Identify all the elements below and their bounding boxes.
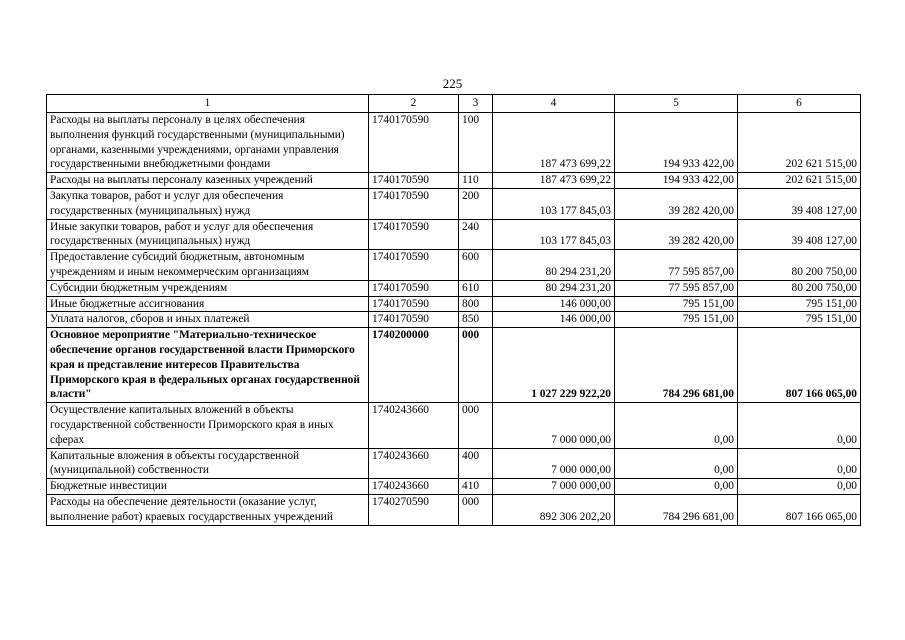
table-row [47,328,861,403]
amount-year1-cell: 80 294 231,20 [493,280,615,296]
expense-type-cell: 600 [459,250,493,281]
expense-name-cell: Уплата налогов, сборов и иных платежей [47,312,369,328]
amount-year1-cell: 80 294 231,20 [493,250,615,281]
amount-year1-cell: 103 177 845,03 [493,219,615,250]
expense-name-cell: Осуществление капитальных вложений в объекты государственной собственности Приморского края в иных сферах [47,403,369,448]
amount-year1-cell: 187 473 699,22 [493,113,615,173]
target-code-cell: 1740170590 [369,173,459,189]
expense-type-cell: 400 [459,448,493,479]
expense-name-cell: Бюджетные инвестиции [47,479,369,495]
amount-year3-cell: 202 621 515,00 [738,173,861,189]
amount-year3-cell: 80 200 750,00 [738,280,861,296]
amount-year1-cell: 7 000 000,00 [493,403,615,448]
amount-year3-cell: 795 151,00 [738,296,861,312]
amount-year2-cell: 194 933 422,00 [615,113,738,173]
column-header: 5 [615,95,738,113]
amount-year2-cell: 0,00 [615,403,738,448]
expense-name-cell: Субсидии бюджетным учреждениям [47,280,369,296]
target-code-cell: 1740170590 [369,280,459,296]
amount-year3-cell: 202 621 515,00 [738,113,861,173]
amount-year2-cell: 77 595 857,00 [615,280,738,296]
table-row [47,250,861,281]
amount-year2-cell: 795 151,00 [615,312,738,328]
target-code-cell: 1740170590 [369,250,459,281]
amount-year1-cell: 103 177 845,03 [493,188,615,219]
table-row [47,448,861,479]
target-code-cell: 1740170590 [369,188,459,219]
amount-year1-cell: 7 000 000,00 [493,448,615,479]
amount-year2-cell: 77 595 857,00 [615,250,738,281]
amount-year1-cell: 146 000,00 [493,312,615,328]
amount-year3-cell: 0,00 [738,479,861,495]
expense-name-cell: Капитальные вложения в объекты государственной (муниципальной) собственности [47,448,369,479]
amount-year2-cell: 39 282 420,00 [615,219,738,250]
expense-type-cell: 410 [459,479,493,495]
amount-year2-cell: 0,00 [615,479,738,495]
page-number: 225 [442,76,463,91]
expense-type-cell: 000 [459,328,493,403]
amount-year3-cell: 39 408 127,00 [738,188,861,219]
expense-type-cell: 610 [459,280,493,296]
target-code-cell: 1740270590 [369,494,459,525]
column-header: 4 [493,95,615,113]
amount-year1-cell: 7 000 000,00 [493,479,615,495]
amount-year2-cell: 784 296 681,00 [615,494,738,525]
expense-type-cell: 850 [459,312,493,328]
column-header: 3 [459,95,493,113]
column-header: 2 [369,95,459,113]
expense-name-cell: Предоставление субсидий бюджетным, автономным учреждениям и иным некоммерческим организациям [47,250,369,281]
expense-name-cell: Расходы на обеспечение деятельности (оказание услуг, выполнение работ) краевых государственных учреждений [47,494,369,525]
target-code-cell: 1740243660 [369,479,459,495]
table-row [47,479,861,495]
expense-type-cell: 000 [459,403,493,448]
table-row [47,494,861,525]
amount-year1-cell: 1 027 229 922,20 [493,328,615,403]
amount-year2-cell: 194 933 422,00 [615,173,738,189]
amount-year3-cell: 0,00 [738,403,861,448]
target-code-cell: 1740170590 [369,113,459,173]
table-body [47,113,861,526]
target-code-cell: 1740170590 [369,312,459,328]
expense-name-cell: Иные бюджетные ассигнования [47,296,369,312]
expense-type-cell: 100 [459,113,493,173]
table-row [47,280,861,296]
amount-year3-cell: 795 151,00 [738,312,861,328]
expense-type-cell: 800 [459,296,493,312]
target-code-cell: 1740243660 [369,448,459,479]
table-header-row [47,95,861,113]
amount-year3-cell: 807 166 065,00 [738,494,861,525]
amount-year3-cell: 80 200 750,00 [738,250,861,281]
amount-year1-cell: 892 306 202,20 [493,494,615,525]
amount-year2-cell: 795 151,00 [615,296,738,312]
expense-type-cell: 200 [459,188,493,219]
expense-type-cell: 000 [459,494,493,525]
table-row [47,403,861,448]
amount-year3-cell: 0,00 [738,448,861,479]
column-header: 6 [738,95,861,113]
amount-year1-cell: 146 000,00 [493,296,615,312]
target-code-cell: 1740170590 [369,296,459,312]
expense-type-cell: 110 [459,173,493,189]
expense-name-cell: Иные закупки товаров, работ и услуг для обеспечения государственных (муниципальных) нужд [47,219,369,250]
table-row [47,312,861,328]
amount-year3-cell: 39 408 127,00 [738,219,861,250]
amount-year1-cell: 187 473 699,22 [493,173,615,189]
expense-name-cell: Основное мероприятие "Материально-техническое обеспечение органов государственной власти Приморского края и представление интересов Правительства Приморского края в федеральных органах государственной власти" [47,328,369,403]
column-header: 1 [47,95,369,113]
target-code-cell: 1740170590 [369,219,459,250]
expense-name-cell: Закупка товаров, работ и услуг для обеспечения государственных (муниципальных) нужд [47,188,369,219]
target-code-cell: 1740200000 [369,328,459,403]
table-row [47,296,861,312]
target-code-cell: 1740243660 [369,403,459,448]
budget-table [46,94,861,526]
table-row [47,219,861,250]
table-row [47,113,861,173]
amount-year3-cell: 807 166 065,00 [738,328,861,403]
amount-year2-cell: 784 296 681,00 [615,328,738,403]
amount-year2-cell: 0,00 [615,448,738,479]
expense-name-cell: Расходы на выплаты персоналу казенных учреждений [47,173,369,189]
table-row [47,188,861,219]
table-row [47,173,861,189]
amount-year2-cell: 39 282 420,00 [615,188,738,219]
expense-name-cell: Расходы на выплаты персоналу в целях обеспечения выполнения функций государственными (муниципальными) органами, казенными учреждениями, органами управления государственными внебюджетными фондами [47,113,369,173]
expense-type-cell: 240 [459,219,493,250]
